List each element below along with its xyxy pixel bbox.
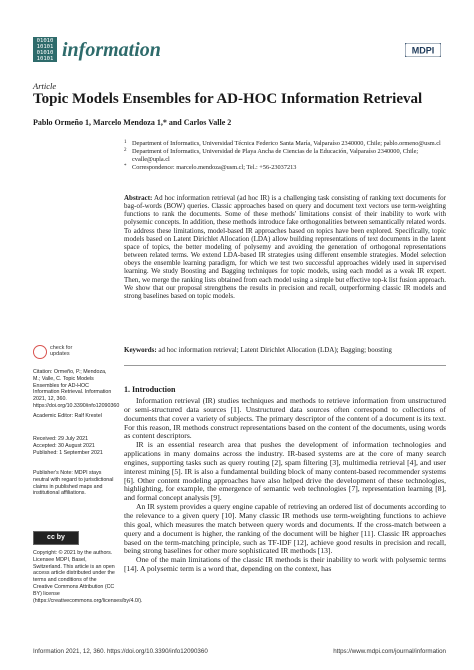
affiliation-2: 2 Department of Informatics, Universidad de Playa Ancha de Ciencias de la Educación, Valparaíso 2340000, Chile; cvalle@upla.cl [124, 148, 419, 163]
author-list: Pablo Ormeño 1, Marcelo Mendoza 1,* and Carlos Valle 2 [33, 118, 232, 127]
mdpi-logo [405, 43, 441, 57]
cc-license-badge[interactable]: cc by [33, 531, 79, 545]
journal-name: information [62, 39, 161, 61]
check-updates-label[interactable]: check for updates [50, 345, 73, 357]
keywords-label: Keywords: [124, 346, 157, 354]
body-text [124, 397, 446, 574]
paragraph: An IR system provides a query engine capable of retrieving an ordered list of documents according to the relevance to a given query [10]. Many classic IR methods use term-weighting functions to achieve this goal, which measures the match between query words and documents. If the cross-match between a query and a document is higher, the ranking of the document will be higher [11]. Classic IR approaches based on the term-matching principle, such as TF-IDF [12], achieve good results in precision and recall, being strong baselines for other more sophisticated IR methods [13]. [124, 502, 446, 556]
footer-journal-link[interactable]: https://www.mdpi.com/journal/information [333, 648, 446, 655]
paper-title: Topic Models Ensembles for AD-HOC Information Retrieval [33, 91, 423, 107]
paragraph: Information retrieval (IR) studies techniques and methods to retrieve information from unstructured or semi-structured data sources [1]. Unstructured data sources often correspond to collections of documents that cover a variety of subjects. The primary descriptor of the content of a document is its text. For this reason, IR methods construct representations based on the content of the documents, using words as content descriptors. [124, 396, 446, 441]
section-heading: 1. Introduction [124, 385, 176, 394]
svg-text:MDPI: MDPI [411, 45, 435, 56]
correspondence: * Correspondence: marcelo.mendoza@usm.cl; Tel.: +56-23037213 [124, 164, 297, 171]
paragraph: One of the main limitations of the classic IR methods is their inability to work with polysemic terms [14]. A polysemic term is a word that, depending on the context, has [124, 555, 446, 574]
article-type: Article [33, 81, 57, 91]
footer-citation: Information 2021, 12, 360. https://doi.org/10.3390/info12090360 [33, 648, 208, 655]
copyright-notice: Copyright: © 2021 by the authors. Licensee MDPI, Basel, Switzerland. This article is an open access article distributed under the terms and conditions of the Creative Commons Attribution (CC BY) license (https://creativecommons.org/licenses/by/4.0/). [33, 550, 143, 604]
abstract-text: Ad hoc information retrieval (ad hoc IR) is a challenging task consisting of ranking text documents for bag-of-words (BOW) queries. Classic approaches based on query and document text vectors use term-weighting functions to rank the documents. Some of these methods' limitations consist of their inability to work with polysemic concepts. In addition, these methods introduce fake orthogonalities between semantically related words. To address these limitations, model-based IR approaches based on topics have been explored. Specifically, topic models based on Latent Dirichlet Allocation (LDA) allow building representations of text documents in the latent space of topics, the better modeling of polysemy and avoiding the generation of orthogonal representations between related terms. We extend LDA-based IR strategies using different ensemble strategies. Model selection obeys the ensemble learning paradigm, for which we test two successful approaches widely used in supervised learning. We study Boosting and Bagging techniques for topic models, using each model as a weak IR expert. Then, we merge the ranking lists obtained from each model using a simple but effective top-k list fusion approach. We show that our proposal strengthens the results in precision and recall, outperforming classic IR models and strong baselines based on topic models. [124, 194, 446, 300]
journal-logo: 01010 10101 01010 10101 [33, 37, 57, 62]
publication-dates: Received: 29 July 2021 Accepted: 30 August 2021 Published: 1 September 2021 [33, 436, 103, 456]
citation-info: Citation: Ormeño, P.; Mendoza, M.; Valle, C. Topic Models Ensembles for AD-HOC Information Retrieval. Information 2021, 12, 360. https://doi.org/10.3390/info12090360 [33, 369, 120, 409]
check-updates-icon[interactable] [33, 345, 47, 359]
divider [124, 365, 446, 366]
keywords-text: ad hoc information retrieval; Latent Dirichlet Allocation (LDA); Bagging; boosting [158, 346, 392, 354]
academic-editor: Academic Editor: Ralf Krestel [33, 413, 102, 419]
abstract [124, 194, 446, 300]
abstract-label: Abstract: [124, 194, 153, 202]
paragraph: IR is an essential research area that pushes the development of information technologies and applications in many domains across the industry. IR-based systems are at the core of many search engines, supporting tasks such as query routing [2], spam filtering [3], multimedia retrieval [4], and user interest mining [5]. IR is also a fundamental building block of many content-based recommender systems [6]. Other content modeling approaches have also helped drive the development of these technologies, highlighting, for example, the emergence of semantic web technologies [7], representation learning [8], and formal concept analysis [9]. [124, 440, 446, 503]
publisher-note: Publisher's Note: MDPI stays neutral with regard to jurisdictional claims in published maps and institutional affiliations. [33, 470, 114, 497]
keywords [124, 346, 446, 354]
page-footer [33, 648, 446, 655]
affiliations [124, 140, 444, 172]
affiliation-1: 1 Department of Informatics, Universidad Técnica Federico Santa María, Valparaíso 2340000, Chile; pablo.ormeno@usm.cl [124, 140, 441, 147]
